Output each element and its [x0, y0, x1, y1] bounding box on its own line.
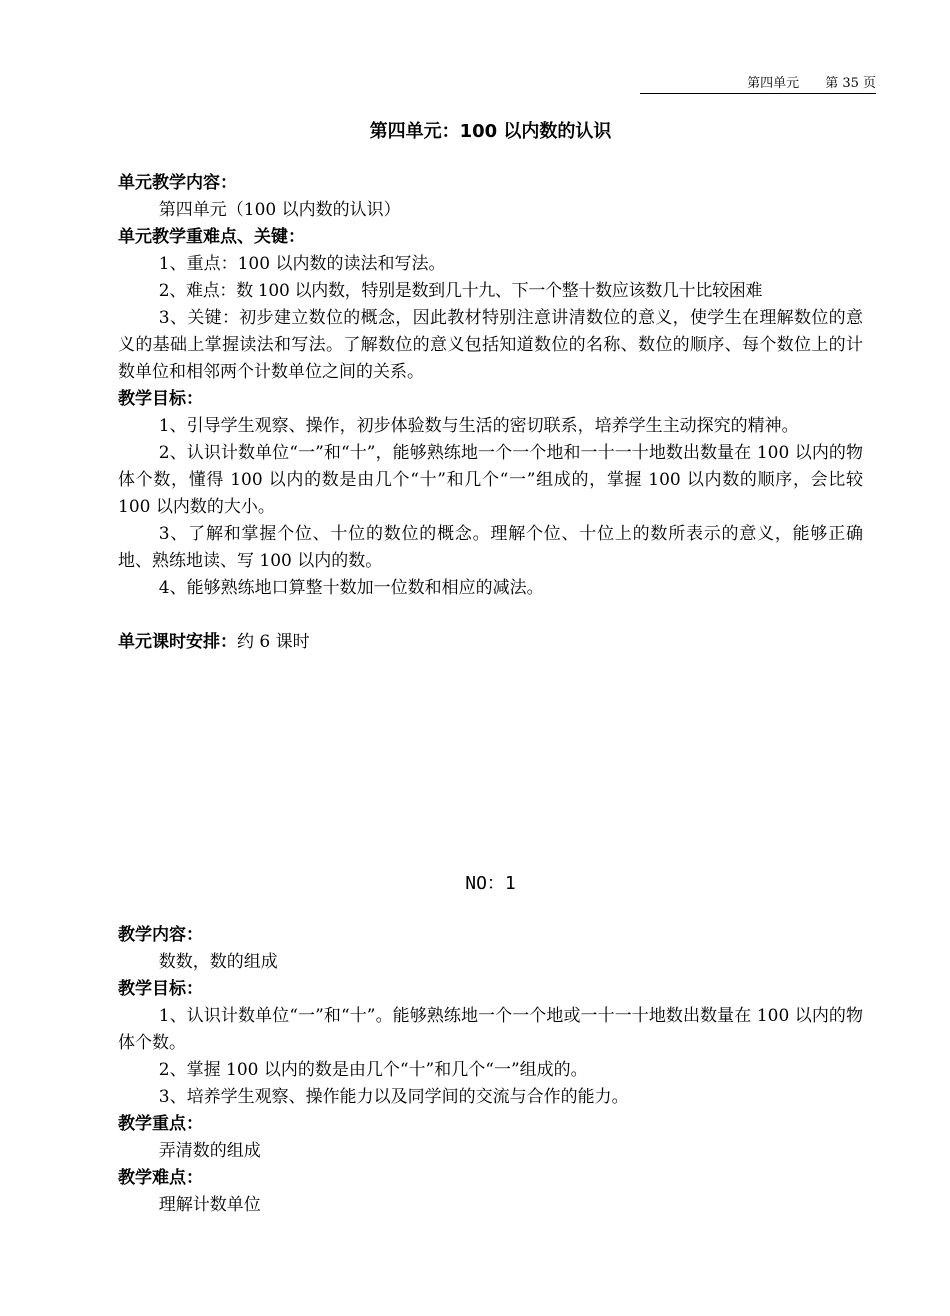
lesson-objective-item: 1、认识计数单位“一”和“十”。能够熟练地一个一个地或一十一十地数出数量在 100 以内的物体个数。 — [118, 1006, 863, 1053]
page-header — [640, 72, 876, 94]
lesson-number: NO：1 — [465, 873, 516, 894]
header-unit: 第四单元 — [747, 76, 800, 91]
unit-content-heading: 单元教学内容： — [118, 173, 237, 193]
lesson-content-heading: 教学内容： — [118, 925, 203, 945]
page-title: 第四单元：100 以内数的认识 — [369, 121, 612, 142]
lesson-objective-item: 2、掌握 100 以内的数是由几个“十”和几个“一”组成的。 — [158, 1060, 588, 1080]
objectives-heading: 教学目标： — [118, 389, 203, 409]
objective-item: 2、认识计数单位“一”和“十”，能够熟练地一个一个地和一十一十地数出数量在 100 以内的物体个数，懂得 100 以内的数是由几个“十”和几个“一”组成的，掌握 100 以内数的顺序，会比较 100 以内数的大小。 — [118, 443, 863, 517]
unit-overview — [118, 118, 863, 656]
key-point-item: 1、重点：100 以内数的读法和写法。 — [158, 254, 446, 274]
key-point-item: 2、难点：数 100 以内数，特别是数到几十九、下一个整十数应该数几十比较困难 — [158, 281, 763, 301]
key-points-heading: 单元教学重难点、关键： — [118, 227, 305, 247]
lesson-difficulty-text: 理解计数单位 — [158, 1195, 261, 1215]
lesson-plan — [118, 870, 863, 1219]
header-page: 第 35 页 — [825, 76, 876, 91]
lesson-focus-heading: 教学重点： — [118, 1114, 203, 1134]
lesson-focus-text: 弄清数的组成 — [158, 1141, 261, 1161]
unit-content-text: 第四单元（100 以内数的认识） — [158, 200, 401, 220]
lesson-objective-item: 3、培养学生观察、操作能力以及同学间的交流与合作的能力。 — [158, 1087, 629, 1107]
schedule-line — [118, 629, 863, 656]
objective-item: 3、了解和掌握个位、十位的数位的概念。理解个位、十位上的数所表示的意义，能够正确地、熟练地读、写 100 以内的数。 — [118, 524, 863, 571]
schedule-label: 单元课时安排： — [118, 632, 237, 652]
schedule-value: 约 6 课时 — [237, 632, 310, 652]
objective-item: 1、引导学生观察、操作，初步体验数与生活的密切联系，培养学生主动探究的精神。 — [158, 416, 799, 436]
lesson-content-text: 数数，数的组成 — [158, 952, 278, 972]
lesson-difficulty-heading: 教学难点： — [118, 1168, 203, 1188]
key-point-item: 3、关键：初步建立数位的概念，因此教材特别注意讲清数位的意义，使学生在理解数位的意义的基础上掌握读法和写法。了解数位的意义包括知道数位的名称、数位的顺序、每个数位上的计数单位和相邻两个计数单位之间的关系。 — [118, 308, 863, 382]
lesson-objectives-heading: 教学目标： — [118, 979, 203, 999]
objective-item: 4、能够熟练地口算整十数加一位数和相应的减法。 — [158, 578, 544, 598]
